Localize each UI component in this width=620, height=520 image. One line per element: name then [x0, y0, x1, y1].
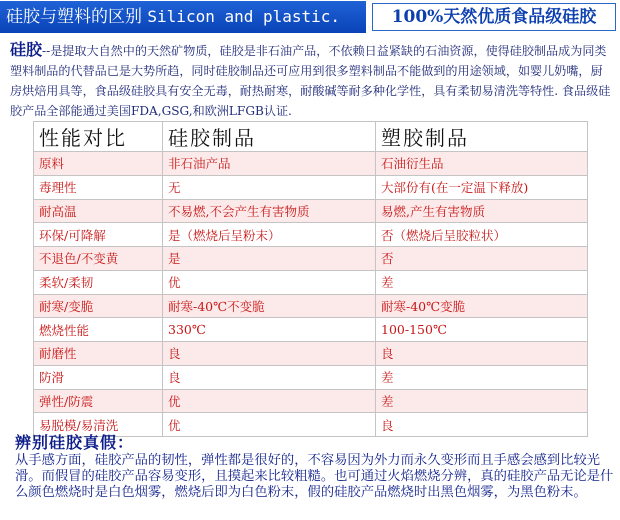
- row-property: 弹性/防震: [34, 389, 163, 413]
- row-property: 柔软/柔韧: [34, 270, 163, 294]
- header-plastic: 塑胶制品: [376, 122, 588, 152]
- row-silicone: 优: [163, 270, 376, 294]
- banner-title-cn: 硅胶与塑料的区别: [6, 7, 148, 27]
- banner-title-en: Silicon and plastic.: [147, 7, 341, 26]
- row-property: 耐高温: [34, 199, 163, 223]
- banner-title: [0, 1, 366, 33]
- row-plastic: 否（燃烧后呈胶粒状）: [376, 223, 588, 247]
- row-plastic: 否: [376, 247, 588, 271]
- row-silicone: 330℃: [163, 318, 376, 342]
- row-plastic: 良: [376, 413, 588, 437]
- table-row: [34, 152, 588, 176]
- title-banner: [0, 0, 620, 34]
- table-row: [34, 270, 588, 294]
- table-header-row: [34, 122, 588, 152]
- row-plastic: 耐寒-40℃变脆: [376, 294, 588, 318]
- row-plastic: 差: [376, 389, 588, 413]
- row-plastic: 差: [376, 365, 588, 389]
- header-silicone: 硅胶制品: [163, 122, 376, 152]
- table-row: [34, 223, 588, 247]
- banner-tagline: 100%天然优质食品级硅胶: [372, 3, 616, 31]
- row-silicone: 优: [163, 413, 376, 437]
- row-silicone: 非石油产品: [163, 152, 376, 176]
- intro-lead: 硅胶: [10, 40, 43, 59]
- table-row: [34, 365, 588, 389]
- row-silicone: 良: [163, 365, 376, 389]
- table-row: [34, 342, 588, 366]
- row-property: 燃烧性能: [34, 318, 163, 342]
- row-property: 环保/可降解: [34, 223, 163, 247]
- row-silicone: 良: [163, 342, 376, 366]
- table-row: [34, 247, 588, 271]
- table-row: [34, 199, 588, 223]
- table-row: [34, 318, 588, 342]
- row-property: 毒理性: [34, 175, 163, 199]
- row-property: 耐寒/变脆: [34, 294, 163, 318]
- row-plastic: 易燃,产生有害物质: [376, 199, 588, 223]
- row-property: 原料: [34, 152, 163, 176]
- row-silicone: 是（燃烧后呈粉末）: [163, 223, 376, 247]
- row-silicone: 无: [163, 175, 376, 199]
- table-row: [34, 294, 588, 318]
- row-plastic: 100-150℃: [376, 318, 588, 342]
- row-property: 防滑: [34, 365, 163, 389]
- row-property: 易脱模/易清洗: [34, 413, 163, 437]
- row-silicone: 是: [163, 247, 376, 271]
- row-silicone: 耐寒-40℃不变脆: [163, 294, 376, 318]
- authenticity-section: [15, 433, 615, 501]
- table-row: [34, 175, 588, 199]
- row-plastic: 石油衍生品: [376, 152, 588, 176]
- header-property: 性能对比: [34, 122, 163, 152]
- intro-text: --是提取大自然中的天然矿物质，硅胶是非石油产品，不依赖日益紧缺的石油资源，使得硅胶制品成为同类塑料制品的代替品已是大势所趋，同时硅胶制品还可应用到很多塑料制品不能做到的用途领域，如婴儿奶嘴，厨房烘焙用具等，食品级硅胶具有安全无毒，耐热耐寒，耐酸碱等耐多种化学性，具有柔韧易清洗等特性. 食品级硅胶产品全部能通过美国FDA,GSG,和欧洲LFGB认证.: [10, 44, 611, 118]
- row-property: 耐磨性: [34, 342, 163, 366]
- authenticity-text: 从手感方面，硅胶产品的韧性，弹性都是很好的，不容易因为外力而永久变形而且手感会感到比较光滑。而假冒的硅胶产品容易变形，且摸起来比较粗糙。也可通过火焰燃烧分辨，真的硅胶产品无论是什么颜色燃烧时是白色烟雾，燃烧后即为白色粉末，假的硅胶产品燃烧时出黑色烟雾，为黑色粉末。: [15, 453, 614, 500]
- row-plastic: 差: [376, 270, 588, 294]
- intro-paragraph: [10, 40, 614, 121]
- row-silicone: 优: [163, 389, 376, 413]
- authenticity-title: 辨别硅胶真假：: [15, 433, 135, 452]
- table-row: [34, 389, 588, 413]
- row-property: 不退色/不变黄: [34, 247, 163, 271]
- row-plastic: 大部份有(在一定温下释放): [376, 175, 588, 199]
- comparison-table: [33, 121, 588, 437]
- row-plastic: 良: [376, 342, 588, 366]
- row-silicone: 不易燃,不会产生有害物质: [163, 199, 376, 223]
